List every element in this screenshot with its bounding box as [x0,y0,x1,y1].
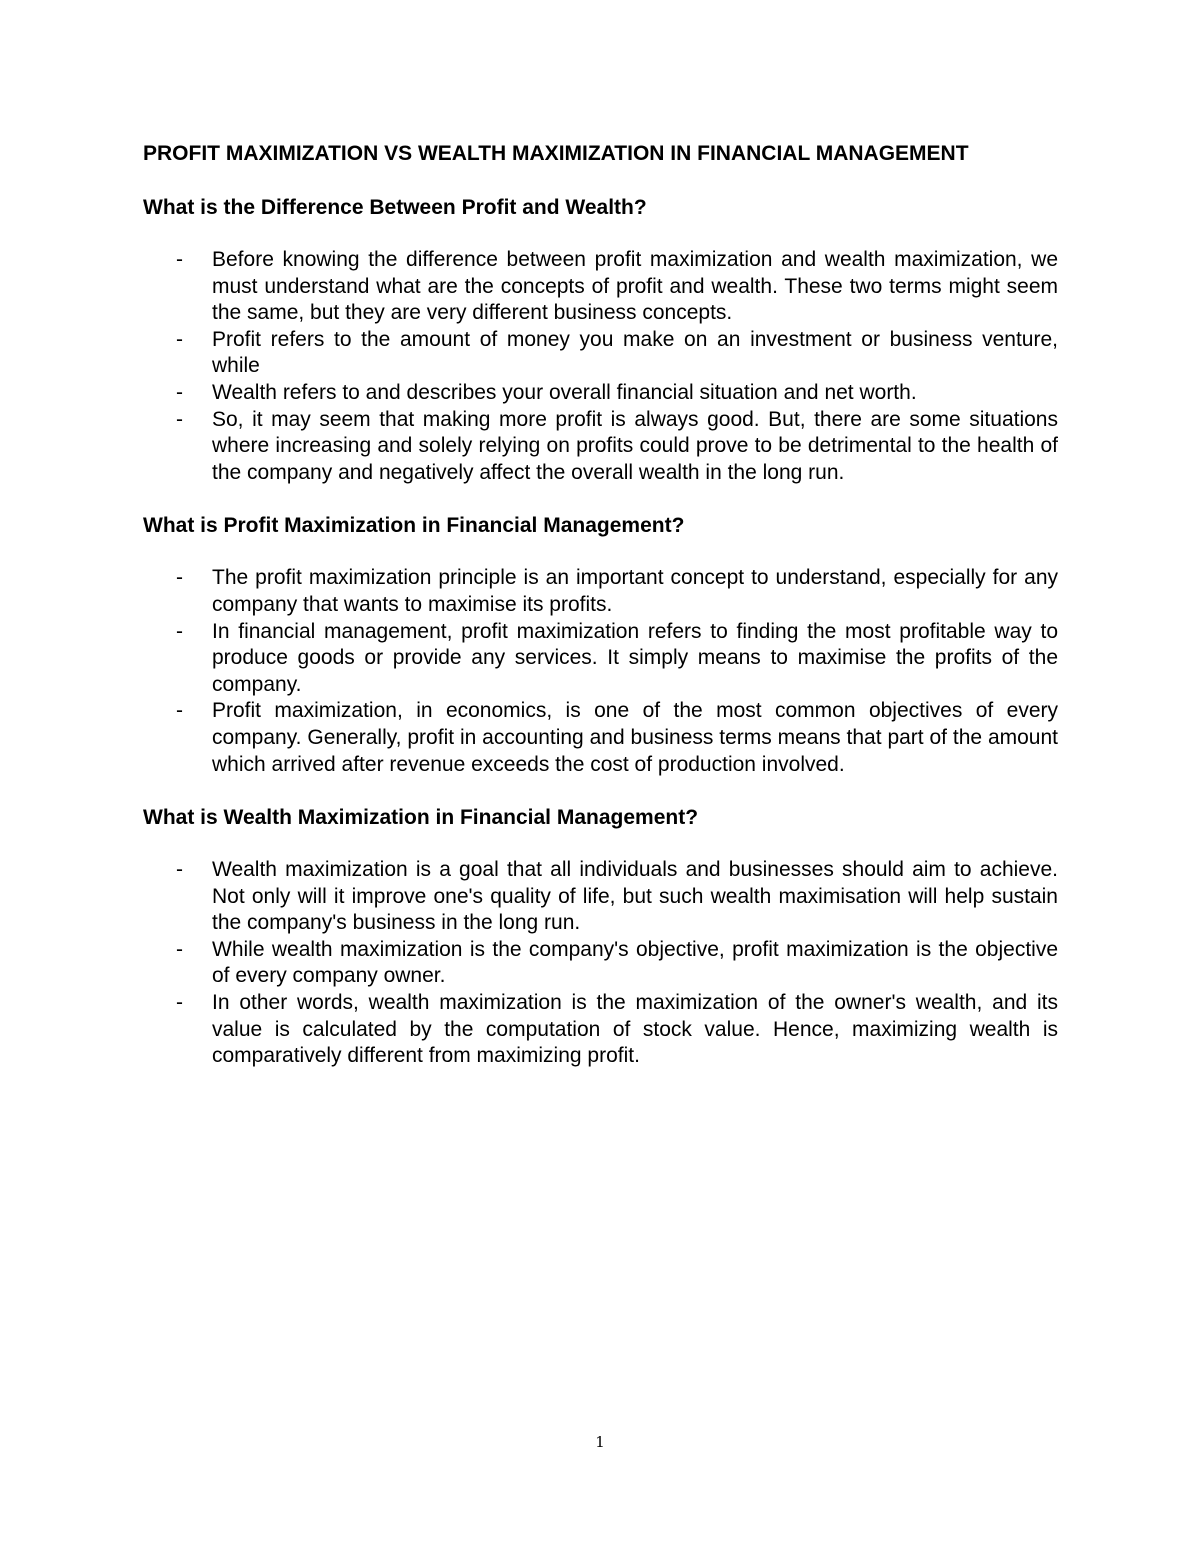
dash-bullet-icon: - [176,327,183,351]
bullet-list [143,857,1058,1070]
document-title: PROFIT MAXIMIZATION VS WEALTH MAXIMIZATION IN FINANCIAL MANAGEMENT [143,142,969,165]
dash-bullet-icon: - [176,619,183,643]
dash-bullet-icon: - [176,937,183,961]
list-item [143,247,1058,327]
list-item [143,619,1058,699]
list-item-text: While wealth maximization is the company's objective, profit maximization is the objective of every company owner. [212,937,1058,988]
section-heading-wealth-maximization: What is Wealth Maximization in Financial Management? [143,806,699,830]
page-number: 1 [595,1433,605,1451]
list-item [143,857,1058,937]
dash-bullet-icon: - [176,858,183,882]
list-item-text: Wealth maximization is a goal that all individuals and businesses should aim to achieve. Not only will it improve one's quality of life, but such wealth maximisation will help sustain the company's business in the long run. [212,858,1058,935]
list-item [143,698,1058,778]
list-item [143,937,1058,990]
list-item [143,380,1058,407]
dash-bullet-icon: - [176,699,183,723]
bullet-list [143,565,1058,778]
list-item [143,327,1058,380]
dash-bullet-icon: - [176,380,183,404]
list-item-text: The profit maximization principle is an important concept to understand, especially for any company that wants to maximise its profits. [212,566,1058,616]
list-item-text: Wealth refers to and describes your overall financial situation and net worth. [212,380,917,404]
list-item-text: In financial management, profit maximization refers to finding the most profitable way to produce goods or provide any services. It simply means to maximise the profits of the company. [212,619,1058,696]
section-heading-difference: What is the Difference Between Profit and Wealth? [143,196,647,219]
list-item-text: In other words, wealth maximization is the maximization of the owner's wealth, and its value is calculated by the computation of stock value. Hence, maximizing wealth is comparatively different from maximizing profit. [212,991,1058,1068]
list-item [143,407,1058,487]
list-item-text: Profit refers to the amount of money you make on an investment or business venture, while [212,327,1058,378]
dash-bullet-icon: - [176,566,183,590]
list-item-text: Profit maximization, in economics, is one of the most common objectives of every company. Generally, profit in accounting and business terms means that part of the amount which arrived after revenue exceeds the cost of production involved. [212,699,1058,776]
section-heading-profit-maximization: What is Profit Maximization in Financial Management? [143,514,685,538]
dash-bullet-icon: - [176,407,183,431]
list-item [143,565,1058,618]
bullet-list [143,247,1058,486]
list-item [143,990,1058,1070]
document-body [143,140,1058,1070]
dash-bullet-icon: - [176,248,183,271]
list-item-text: So, it may seem that making more profit is always good. But, there are some situations where increasing and solely relying on profits could prove to be detrimental to the health of the company and negatively affect the overall wealth in the long run. [212,407,1058,484]
dash-bullet-icon: - [176,991,183,1015]
list-item-text: Before knowing the difference between profit maximization and wealth maximization, we must understand what are the concepts of profit and wealth. These two terms might seem the same, but they are very different business concepts. [212,248,1058,325]
